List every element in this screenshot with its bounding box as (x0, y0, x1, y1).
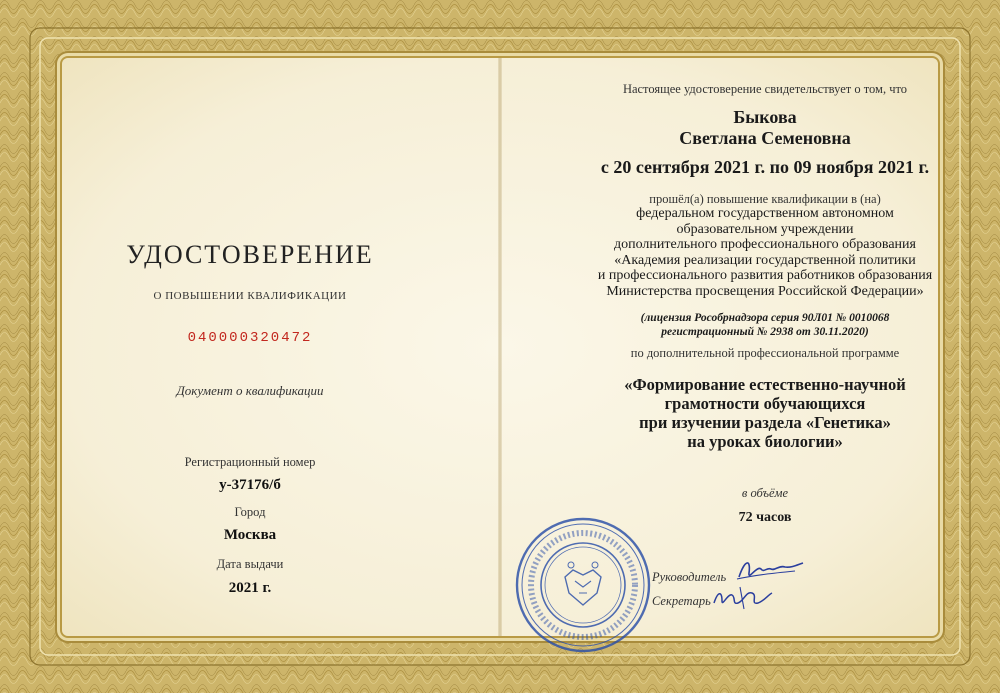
document-subtitle: О ПОВЫШЕНИИ КВАЛИФИКАЦИИ (153, 290, 347, 302)
org-line: образовательном учреждении (676, 221, 854, 237)
program-line: при изучении раздела «Генетика» (639, 413, 891, 432)
city: Москва (223, 527, 277, 543)
recipient-name (560, 107, 970, 149)
program-intro: по дополнительной профессиональной программе (630, 346, 900, 360)
document-kind: Документ о квалификации (176, 383, 324, 398)
organization-name (560, 206, 970, 299)
program-title (560, 375, 970, 451)
license-info (560, 311, 970, 339)
reg-number-label: Регистрационный номер (184, 455, 316, 469)
license-line: регистрационный № 2938 от 30.11.2020) (661, 326, 869, 338)
issue-date: 2021 г. (228, 580, 272, 596)
secretary-signature (710, 583, 780, 613)
program-line: грамотности обучающихся (664, 394, 866, 413)
program-line: на уроках биологии» (687, 432, 843, 451)
volume-hours: 72 часов (738, 510, 792, 525)
org-line: дополнительного профессионального образования (614, 237, 916, 252)
intro-text: Настоящее удостоверение свидетельствует о том, что (622, 82, 908, 96)
passed-text: прошёл(а) повышение квалификации в (на) (649, 192, 881, 206)
official-stamp (513, 515, 653, 655)
training-period: с 20 сентября 2021 г. по 09 ноября 2021 г. (600, 157, 930, 177)
secretary-label: Секретарь (652, 594, 711, 608)
org-line: Министерства просвещения Российской Федерации» (606, 283, 924, 299)
head-label: Руководитель (652, 570, 727, 584)
reg-number: у-37176/б (219, 477, 281, 493)
program-line: «Формирование естественно-научной (624, 375, 906, 394)
org-line: федеральном государственном автономном (636, 206, 894, 221)
recipient-given-names: Светлана Семеновна (679, 128, 851, 148)
city-label: Город (234, 505, 266, 519)
volume-label: в объёме (741, 486, 789, 500)
document-title: УДОСТОВЕРЕНИЕ (126, 240, 374, 269)
org-line: «Академия реализации государственной политики (614, 252, 916, 268)
recipient-surname: Быкова (733, 107, 797, 127)
license-line: (лицензия Рособрнадзора серия 90Л01 № 0010068 (640, 312, 890, 324)
org-line: и профессионального развития работников образования (597, 268, 933, 283)
issue-date-label: Дата выдачи (216, 557, 284, 571)
center-fold (498, 58, 502, 636)
serial-number: 040000320472 (187, 330, 313, 346)
